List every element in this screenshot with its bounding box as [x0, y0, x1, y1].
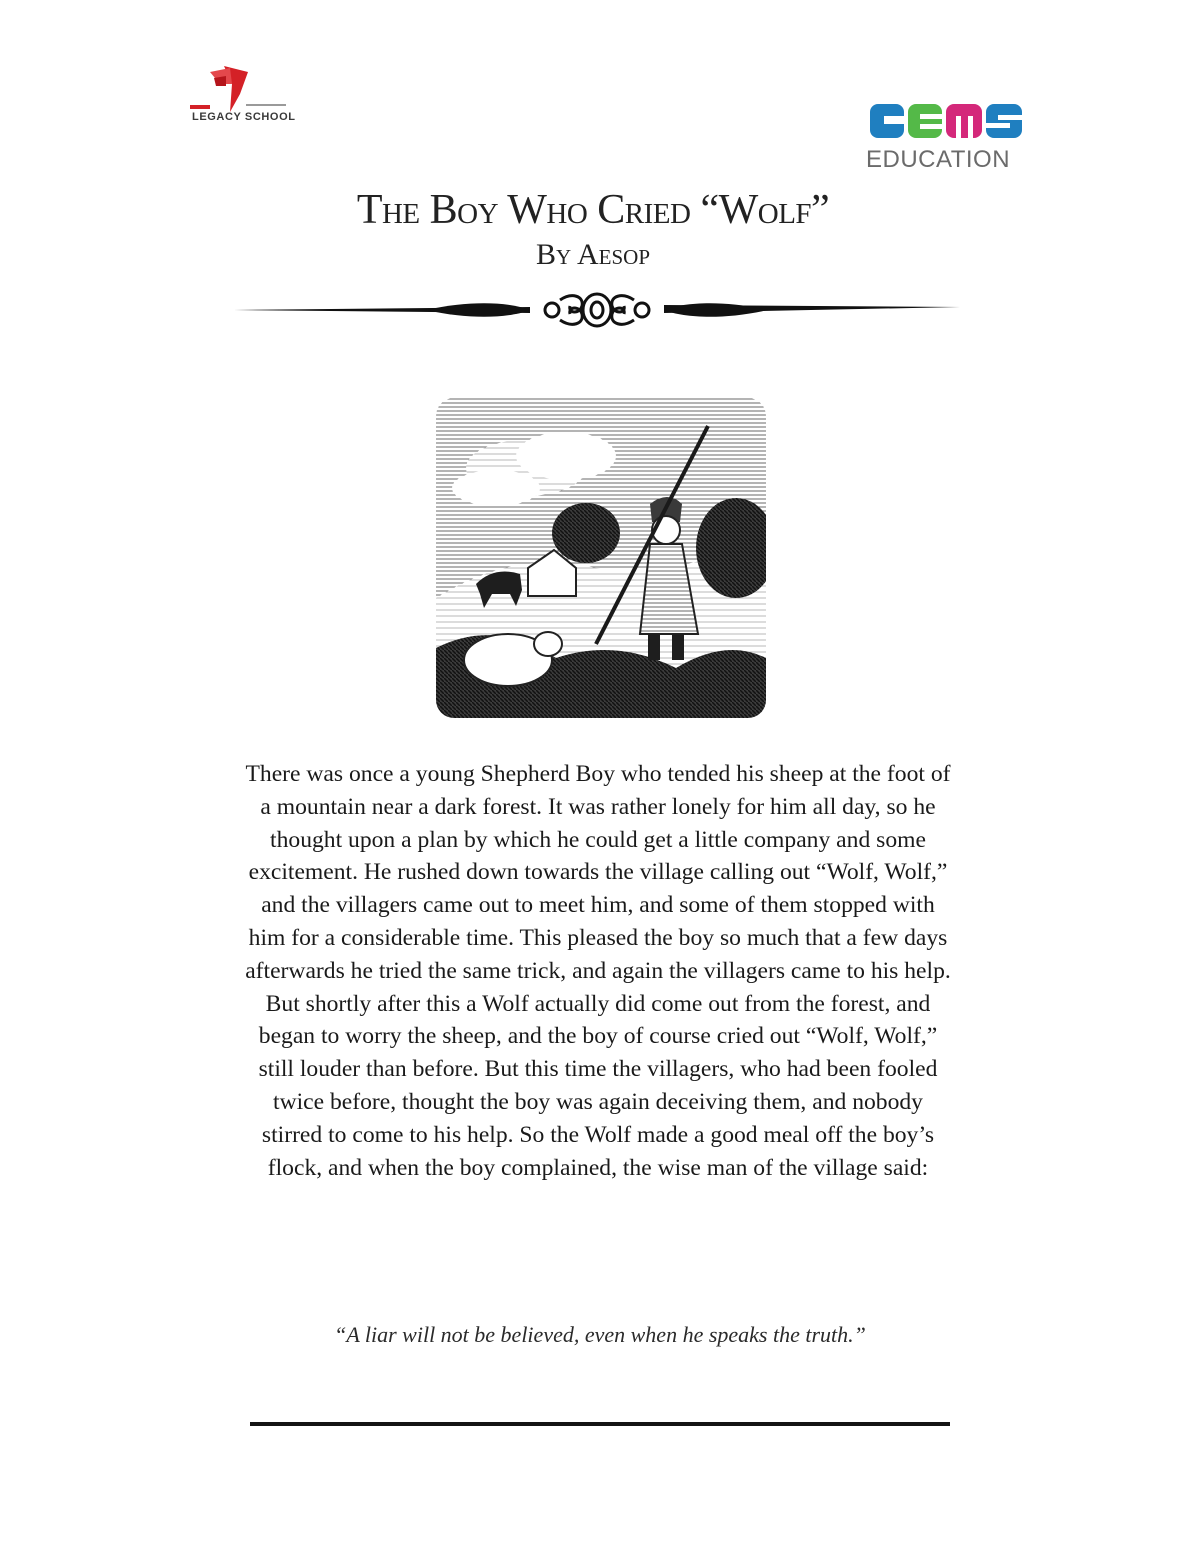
bottom-divider: [250, 1422, 950, 1426]
shepherd-boy-engraving-icon: [436, 398, 766, 718]
story-author: By Aesop: [535, 238, 651, 271]
story-title: The Boy Who Cried “Wolf”: [356, 187, 830, 233]
ornamental-divider-icon: [230, 286, 964, 332]
legacy-school-logo: [186, 62, 296, 134]
story-moral: “A liar will not be believed, even when he speaks the truth.”: [334, 1322, 866, 1347]
legacy-school-name: LEGACY SCHOOL: [192, 111, 296, 123]
gems-wordmark-icon: [870, 102, 1022, 140]
gems-education-subtitle: EDUCATION: [866, 146, 1011, 173]
gems-education-logo: [866, 102, 1026, 176]
story-illustration: [436, 398, 766, 718]
story-body: There was once a young Shepherd Boy who tended his sheep at the foot of a mountain near a dark forest. It was rather lonely for him all day, so he thought upon a plan by which he could get a little company and some excitement. He rushed down towards the village calling out “Wolf, Wolf,” and the villagers came out to meet him, and some of them stopped with him for a considerable time. This pleased the boy so much that a few days afterwards he tried the same trick, and again the villagers came to his help. But shortly after this a Wolf actually did come out from the forest, and began to worry the sheep, and the boy of course cried out “Wolf, Wolf,” still louder than before. But this time the villagers, who had been fooled twice before, thought the boy was again deceiving them, and nobody stirred to come to his help. So the Wolf made a good meal off the boy’s flock, and when the boy complained, the wise man of the village said:: [245, 761, 951, 1181]
legacy-school-emblem-icon: [186, 62, 290, 112]
